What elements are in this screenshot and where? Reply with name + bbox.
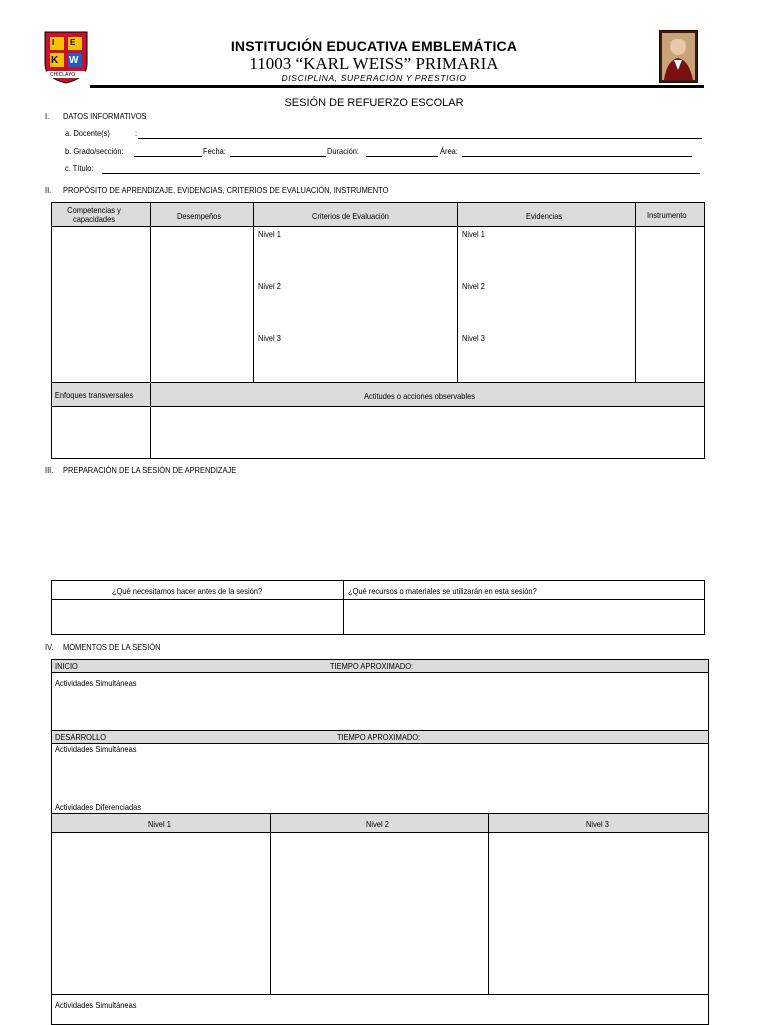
area-line[interactable] xyxy=(462,156,692,157)
section2-number: II. xyxy=(45,185,52,195)
section1-number: I. xyxy=(45,111,50,121)
section3-number: III. xyxy=(45,465,54,475)
institution-name: INSTITUCIÓN EDUCATIVA EMBLEMÁTICA xyxy=(230,38,518,54)
nivel-2-header: Nivel 2 xyxy=(270,814,489,833)
diferenciadas-label: Actividades Diferenciadas xyxy=(55,802,142,812)
area-label: Área: xyxy=(440,146,458,156)
evidencias-nivel-2: Nivel 2 xyxy=(461,281,485,291)
logo-letter-i: I xyxy=(52,38,55,47)
enfoques-header: Enfoques transversales xyxy=(52,383,151,407)
school-motto: DISCIPLINA, SUPERACIÓN Y PRESTIGIO xyxy=(281,73,467,83)
duracion-line[interactable] xyxy=(366,156,438,157)
actitudes-header: Actitudes o acciones observables xyxy=(151,383,705,407)
docente-colon: : xyxy=(135,128,138,138)
cierre-simultaneas[interactable]: Actividades Simultáneas xyxy=(52,995,709,1025)
logo-banner: CHICLAYO xyxy=(50,72,76,78)
fecha-label: Fecha: xyxy=(203,146,226,156)
col-criterios: Criterios de Evaluación xyxy=(253,203,457,227)
preparacion-table xyxy=(51,580,705,635)
competencias-cell[interactable] xyxy=(52,227,151,383)
proposito-table xyxy=(51,202,705,459)
logo-letter-k: K xyxy=(51,55,59,66)
col-evidencias: Evidencias xyxy=(457,203,635,227)
logo-letter-e: E xyxy=(70,38,76,47)
desempenos-cell[interactable] xyxy=(151,227,254,383)
q2-answer[interactable] xyxy=(343,600,704,635)
criterios-nivel-2: Nivel 2 xyxy=(257,281,281,291)
q1-answer[interactable] xyxy=(52,600,344,635)
section1-title: DATOS INFORMATIVOS xyxy=(63,111,147,121)
section4-number: IV. xyxy=(45,642,54,652)
criterios-nivel-3: Nivel 3 xyxy=(257,333,281,343)
evidencias-nivel-3: Nivel 3 xyxy=(461,333,485,343)
document-title: SESIÓN DE REFUERZO ESCOLAR xyxy=(284,97,464,109)
header-rule xyxy=(90,85,704,88)
desarrollo-header: DESARROLLO TIEMPO APROXIMADO: xyxy=(52,731,709,744)
inicio-tiempo: TIEMPO APROXIMADO: xyxy=(330,661,414,671)
titulo-line[interactable] xyxy=(102,173,700,174)
criterios-nivel-1: Nivel 1 xyxy=(257,229,281,239)
nivel-1-header: Nivel 1 xyxy=(52,814,271,833)
grado-line[interactable] xyxy=(134,156,202,157)
col-competencias: Competencias y capacidades xyxy=(52,203,151,227)
desarrollo-body[interactable]: Actividades Simultáneas Actividades Diferenciadas xyxy=(52,744,709,814)
nivel-1-body[interactable] xyxy=(52,833,271,995)
col-desempenos: Desempeños xyxy=(151,203,254,227)
nivel-3-body[interactable] xyxy=(489,833,709,995)
section2-title: PROPÓSITO DE APRENDIZAJE, EVIDENCIAS, CRITERIOS DE EVALUACIÓN, INSTRUMENTO xyxy=(63,185,389,195)
momentos-table xyxy=(51,659,709,1025)
school-name: 11003 “KARL WEISS” PRIMARIA xyxy=(249,54,499,73)
section3-title: PREPARACIÓN DE LA SESIÓN DE APRENDIZAJE xyxy=(63,465,237,475)
instrumento-cell[interactable] xyxy=(635,227,704,383)
duracion-label: Duración: xyxy=(327,146,360,156)
docente-line[interactable] xyxy=(138,138,702,139)
nivel-2-body[interactable] xyxy=(270,833,489,995)
evidencias-nivel-1: Nivel 1 xyxy=(461,229,485,239)
evidencias-cell[interactable] xyxy=(457,227,635,383)
actitudes-cell[interactable] xyxy=(151,407,705,459)
fecha-line[interactable] xyxy=(230,156,326,157)
docente-label: a. Docente(s) xyxy=(65,128,110,138)
enfoques-cell[interactable] xyxy=(52,407,151,459)
criterios-cell[interactable] xyxy=(253,227,457,383)
titulo-label: c. Título: xyxy=(65,163,94,173)
desarrollo-tiempo: TIEMPO APROXIMADO: xyxy=(337,732,421,742)
logo-letter-w: W xyxy=(69,55,79,66)
inicio-body[interactable]: Actividades Simultáneas xyxy=(52,673,709,731)
nivel-3-header: Nivel 3 xyxy=(489,814,709,833)
inicio-header: INICIO TIEMPO APROXIMADO: xyxy=(52,660,709,673)
col-instrumento: Instrumento xyxy=(635,203,704,227)
grado-label: b. Grado/sección: xyxy=(65,146,124,156)
q2-header: ¿Qué recursos o materiales se utilizarán en esta sesión? xyxy=(343,581,704,600)
q1-header: ¿Qué necesitamos hacer antes de la sesión? xyxy=(52,581,344,600)
section4-title: MOMENTOS DE LA SESIÓN xyxy=(63,642,161,652)
